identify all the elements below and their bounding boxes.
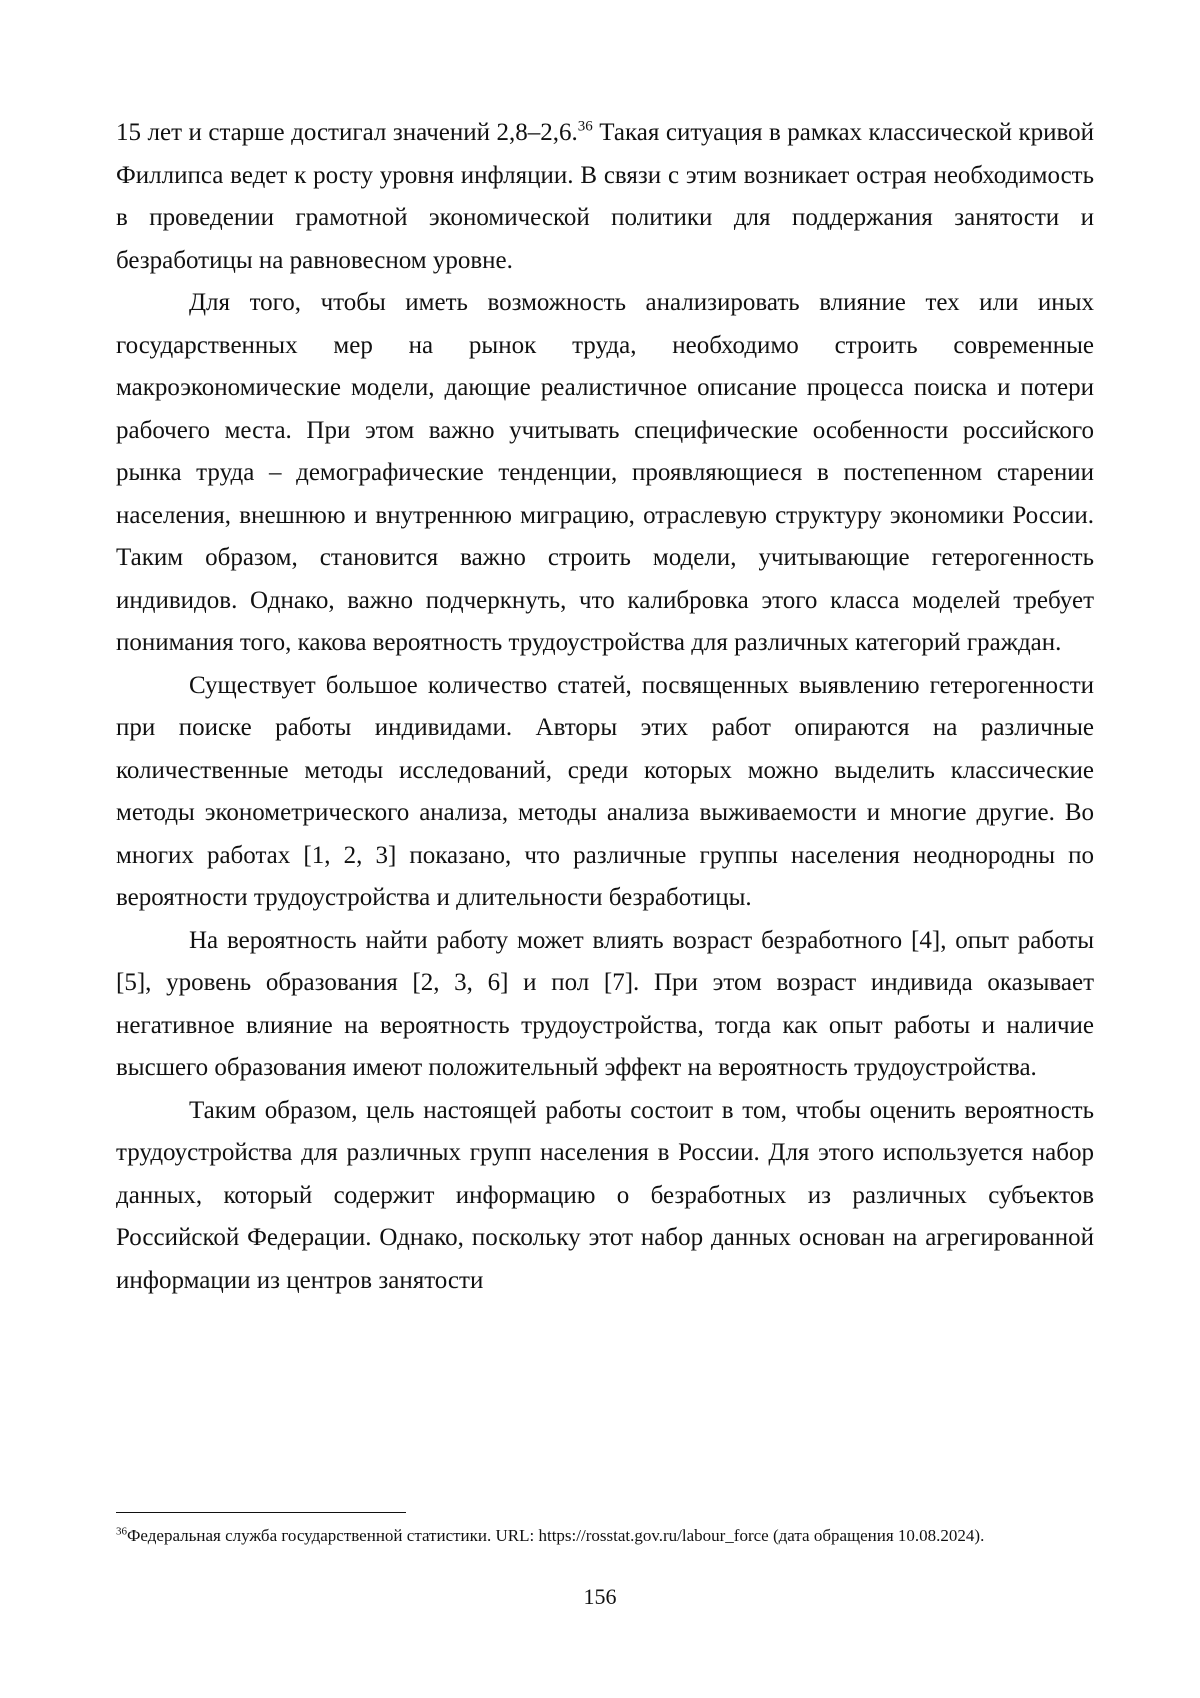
footnote-number: 36 xyxy=(116,1525,127,1538)
paragraph-1-text-start: 15 лет и старше достигал значений 2,8–2,6. xyxy=(116,119,578,146)
footnote-reference[interactable]: 36 xyxy=(577,118,593,135)
body-text xyxy=(116,112,1094,1302)
paragraph-4: На вероятность найти работу может влиять возраст безработного [4], опыт работы [5], уровень образования [2, 3, 6] и пол [7]. При этом возраст индивида оказывает негативное влияние на вероятность трудоустройства, тогда как опыт работы и наличие высшего образования имеют положительный эффект на вероятность трудоустройства. xyxy=(116,926,1094,1081)
footnote xyxy=(116,1522,1094,1550)
paragraph-3: Существует большое количество статей, посвященных выявлению гетерогенности при поиске работы индивидами. Авторы этих работ опираются на различные количественные методы исследований, среди которых можно выделить классические методы эконометрического анализа, методы анализа выживаемости и многие другие. Во многих работах [1, 2, 3] показано, что различные группы населения неоднородны по вероятности трудоустройства и длительности безработицы. xyxy=(116,671,1094,911)
paragraph-5: Таким образом, цель настоящей работы состоит в том, чтобы оценить вероятность трудоустройства для различных групп населения в России. Для этого используется набор данных, который содержит информацию о безработных из различных субъектов Российской Федерации. Однако, поскольку этот набор данных основан на агрегированной информации из центров занятости xyxy=(116,1096,1094,1294)
footnote-divider xyxy=(116,1512,406,1513)
paragraph-1 xyxy=(116,112,1094,282)
paragraph-1-text-end: Такая ситуация в рамках классической кривой Филлипса ведет к росту уровня инфляции. В связи с этим возникает острая необходимость в проведении грамотной экономической политики для поддержания занятости и безработицы на равновесном уровне. xyxy=(116,119,1094,274)
footnote-text: Федеральная служба государственной статистики. URL: https://rosstat.gov.ru/labour_force (дата обращения 10.08.2024). xyxy=(127,1526,985,1545)
paragraph-2: Для того, чтобы иметь возможность анализировать влияние тех или иных государственных мер на рынок труда, необходимо строить современные макроэкономические модели, дающие реалистичное описание процесса поиска и потери рабочего места. При этом важно учитывать специфические особенности российского рынка труда – демографические тенденции, проявляющиеся в постепенном старении населения, внешнюю и внутреннюю миграцию, отраслевую структуру экономики России. Таким образом, становится важно строить модели, учитывающие гетерогенность индивидов. Однако, важно подчеркнуть, что калибровка этого класса моделей требует понимания того, какова вероятность трудоустройства для различных категорий граждан. xyxy=(116,289,1094,656)
page-number: 156 xyxy=(583,1584,617,1609)
